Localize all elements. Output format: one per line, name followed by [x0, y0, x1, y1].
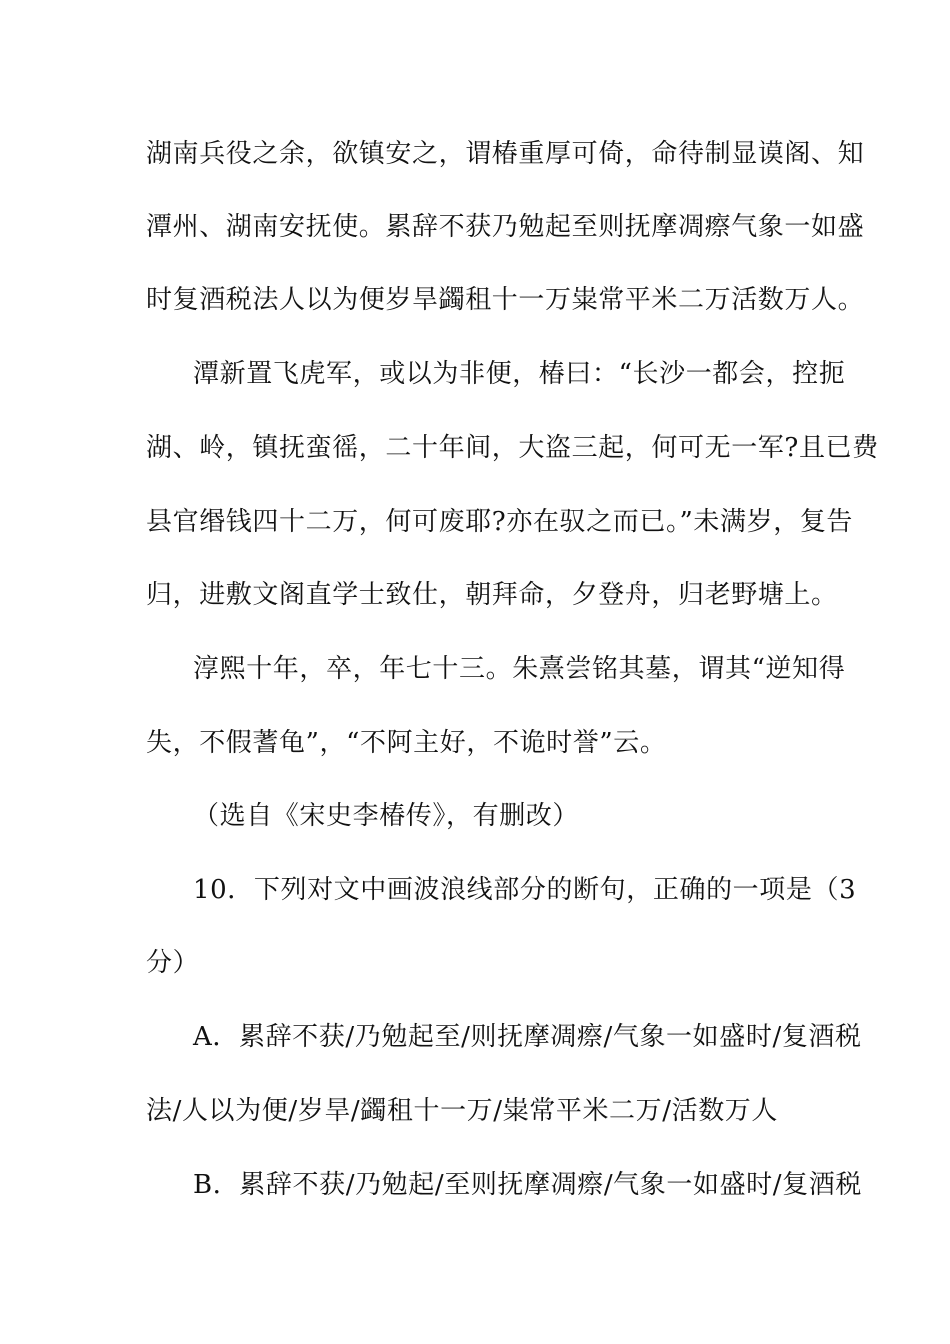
question-10: 10．下列对文中画波浪线部分的断句，正确的一项是（3 — [193, 875, 857, 905]
text-line-2: 潭州、湖南安抚使。累辞不获乃勉起至则抚摩凋瘵气象一如盛 — [146, 212, 865, 242]
question-10-continuation: 分） — [146, 948, 200, 978]
text-line-6: 县官缗钱四十二万，何可废耶?亦在驭之而已。”未满岁，复告 — [146, 507, 854, 537]
paragraph-line-4: 潭新置飞虎军，或以为非便，椿曰：“长沙一都会，控扼 — [193, 359, 846, 389]
text-line-3: 时复酒税法人以为便岁旱蠲租十一万粜常平米二万活数万人。 — [146, 285, 865, 315]
option-a: A．累辞不获/乃勉起至/则抚摩凋瘵/气象一如盛时/复酒税 — [193, 1022, 862, 1052]
option-a-continuation: 法/人以为便/岁旱/蠲租十一万/粜常平米二万/活数万人 — [146, 1096, 778, 1126]
text-line-1: 湖南兵役之余，欲镇安之，谓椿重厚可倚，命待制显谟阁、知 — [146, 139, 865, 169]
text-line-5: 湖、岭，镇抚蛮徭，二十年间，大盗三起，何可无一军?且已费 — [146, 433, 879, 463]
option-b: B．累辞不获/乃勉起/至则抚摩凋瘵/气象一如盛时/复酒税 — [193, 1170, 862, 1200]
source-citation: （选自《宋史李椿传》，有删改） — [193, 801, 580, 831]
text-line-7: 归，进敷文阁直学士致仕，朝拜命，夕登舟，归老野塘上。 — [146, 580, 838, 610]
text-line-9: 失，不假蓍龟”，“不阿主好，不诡时誉”云。 — [146, 728, 667, 758]
paragraph-line-8: 淳熙十年，卒，年七十三。朱熹尝铭其墓，谓其“逆知得 — [193, 654, 846, 684]
